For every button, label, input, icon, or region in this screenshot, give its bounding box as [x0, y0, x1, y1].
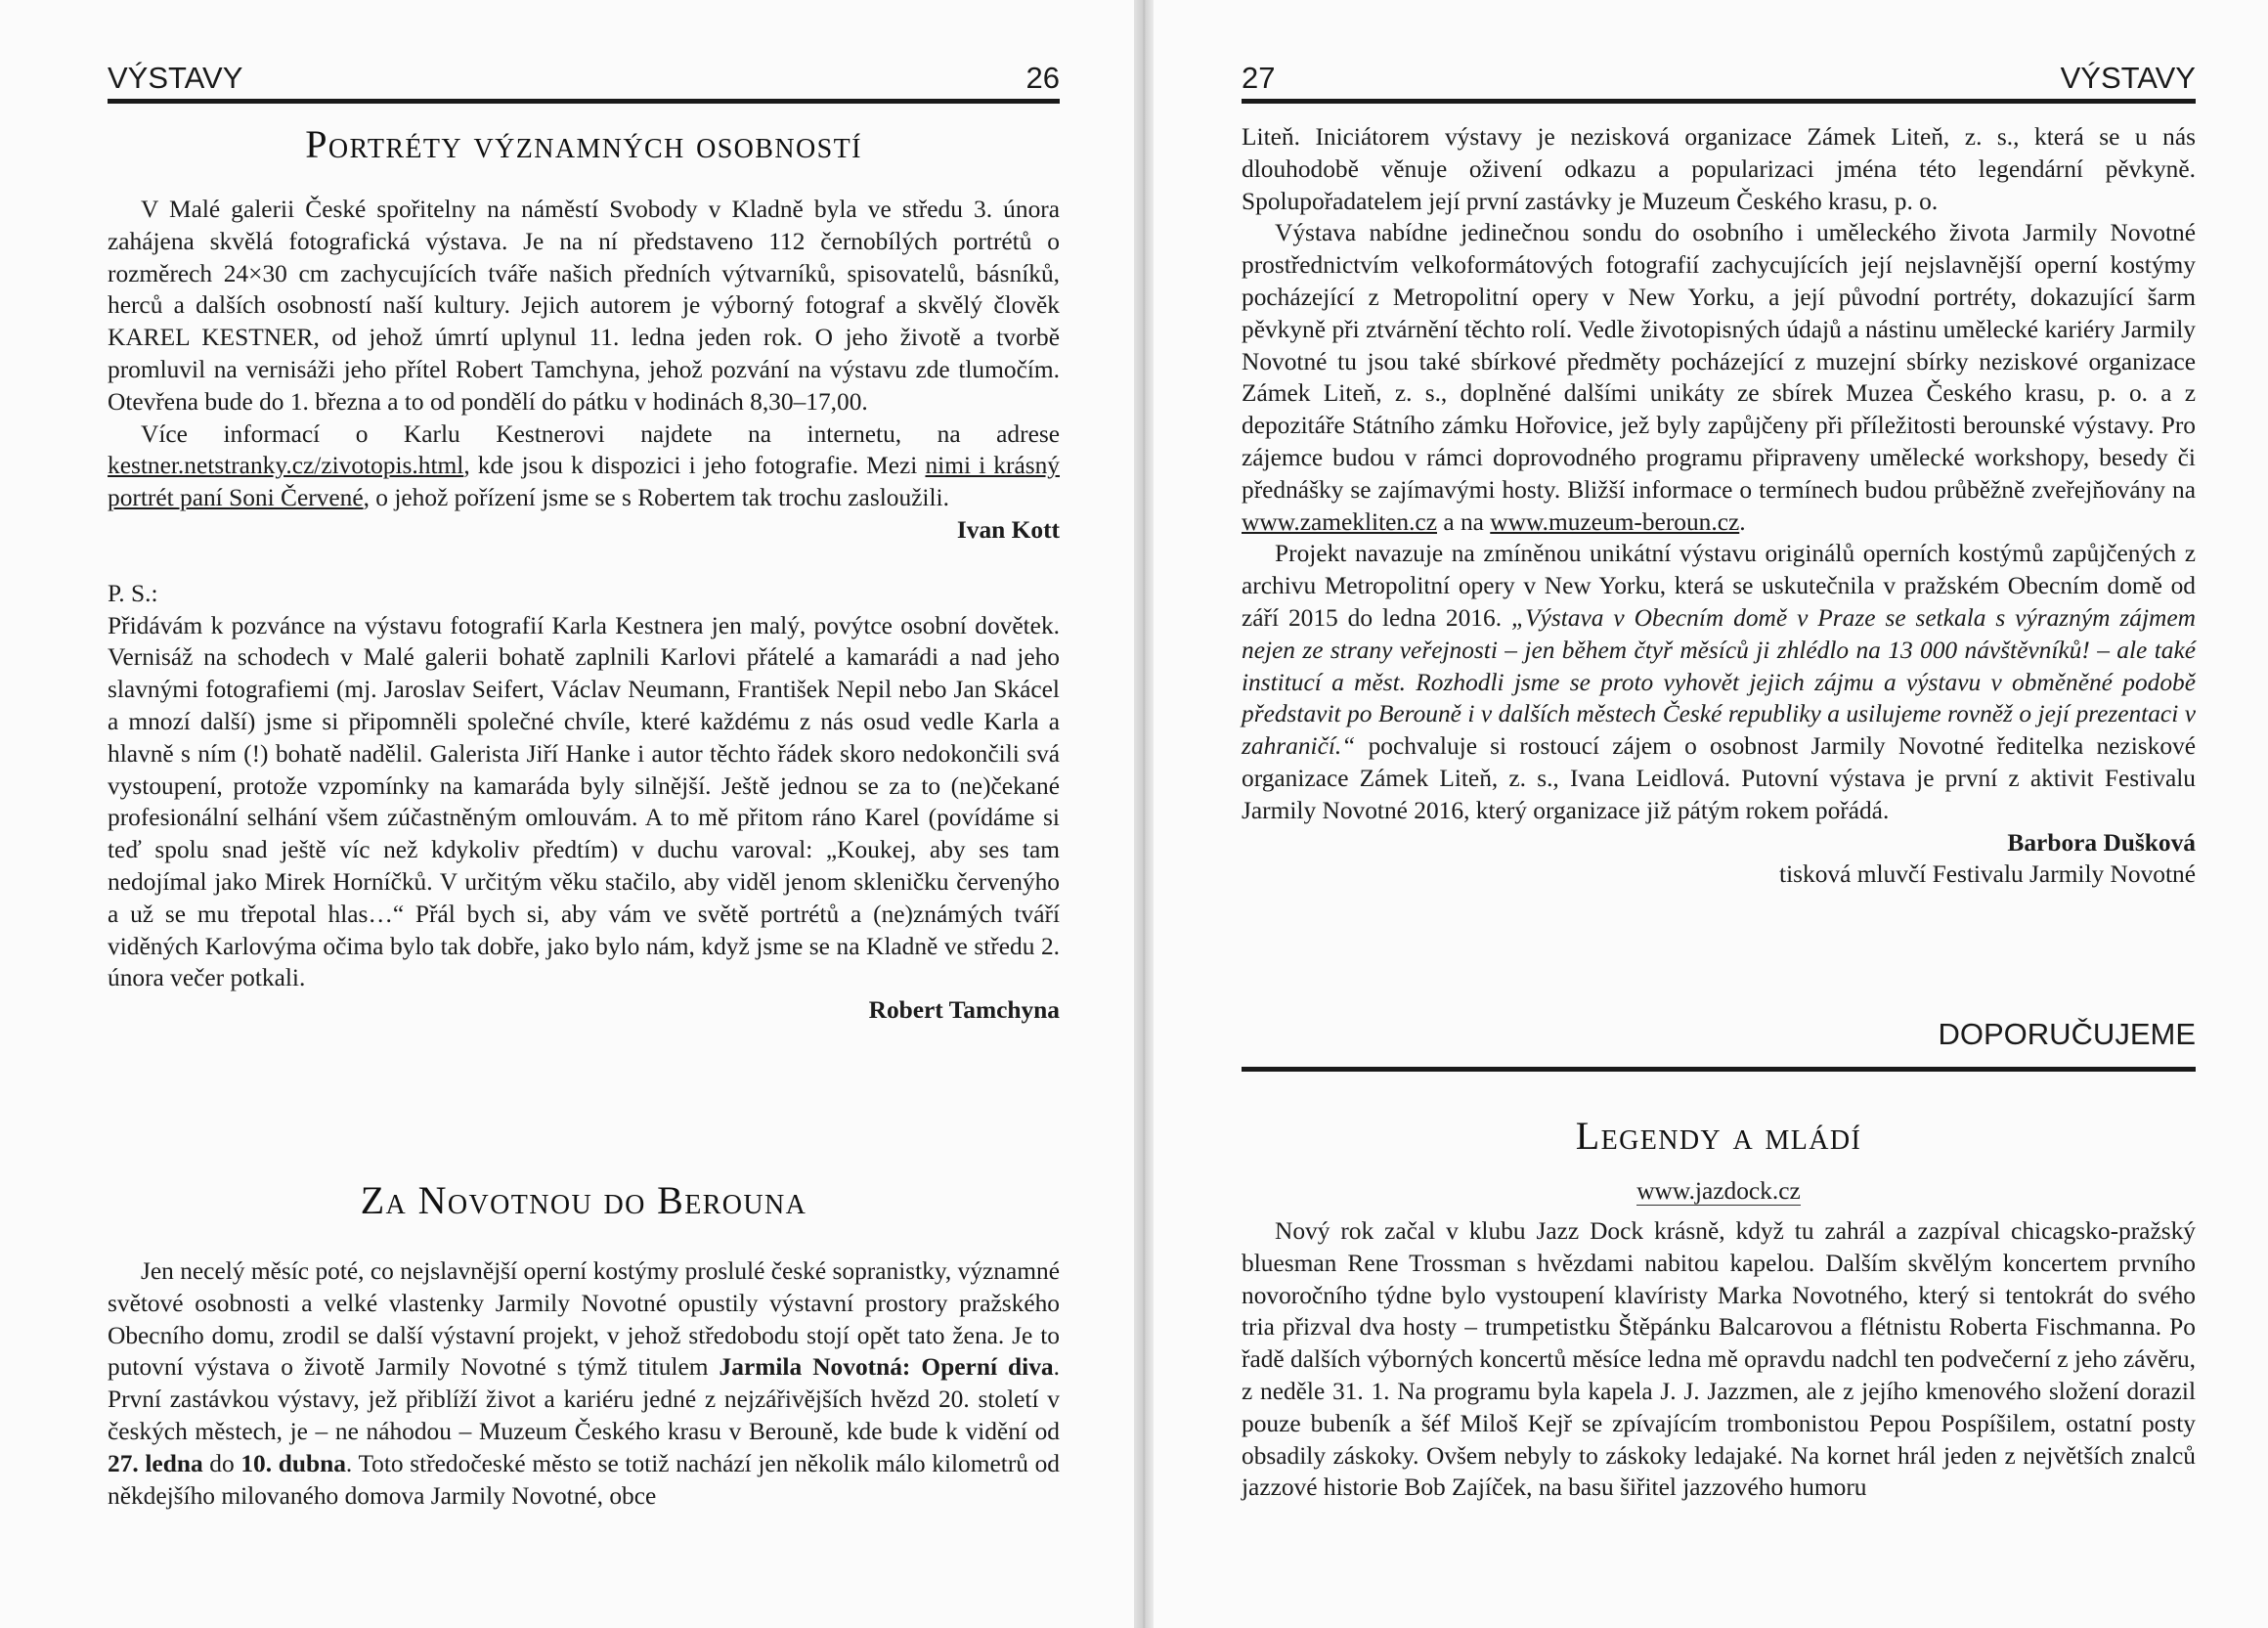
ps-paragraph: Přidávám k pozvánce na výstavu fotografií Karla Kestnera jen malý, povýtce osobní dovětek. Vernisáž na schodech v Malé galerii bohatě zaplnili Karlovi přátelé a kamarádi a nad jeho slavnými fotografiemi (mj. Jaroslav Seifert, Václav Neumann, František Nepil nebo Jan Skácel a mnozí další) jsme si připomněli společné chvíle, které každému z nás osud vedle Karla a hlavně s ním (!) bohatě nadělil. Galerista Jiří Hanke i autor těchto řádek skoro nedokončili svá vystoupení, protože vzpomínky na kamaráda byly silnější. Ještě jednou se za to (ne)čekané profesionální selhání všem zúčastněným omlouvám. A to mě přitom ráno Karel (povídáme si teď spolu snad ještě víc než kdykoliv předtím) v duchu varoval: „Koukej, aby ses tam nedojímal jako Mirek Horníčků. V určitým věku stačilo, aby viděl jenom skleničku červenýho a už se mu třepotal hlas…“ Přál bych si, aby vám ve světě portrétů a (ne)známých tváří viděných Karlovýma očima bylo tak dobře, jako bylo nám, když jsme se na Kladně ve středu 2. února večer potkali. [108, 611, 1060, 992]
article-title: Legendy a mládí [1575, 1114, 1862, 1158]
article-paragraph [1242, 538, 2196, 826]
paragraph-text: . Toto středočeské město se totiž nachází jen několik málo kilometrů od někdejšího milovaného domova Jarmily Novotné, obce [108, 1449, 1061, 1510]
start-date: 27. ledna [108, 1449, 203, 1477]
article-continuation [1242, 121, 2196, 891]
article-title: Za Novotnou do Berouna [360, 1178, 807, 1222]
zamekliten-link[interactable]: www.zamekliten.cz [1242, 507, 1437, 536]
section-title: VÝSTAVY [108, 61, 243, 95]
article-title: Portréty významných osobností [305, 122, 862, 166]
article-paragraph [1242, 217, 2196, 538]
ps-label: P. S.: [108, 579, 158, 607]
author-signature: Ivan Kott [956, 515, 1060, 544]
article-legendy [1242, 1114, 2196, 1504]
url-text[interactable]: www.jazdock.cz [1636, 1177, 1801, 1205]
quote-text: „Výstava v Obecním domě v Praze se setkala s výrazným zájmem nejen ze strany veřejnosti – jen během čtyř měsíců ji zhlédlo na 13 000 návštěvníků! – ale také institucí a měst. Rozhodli jsme se proto vyhovět jejich zájmu a výstavu v obměněné podobě představit po Berouně i v dalších městech České republiky a usilujeme rovněž o její prezentaci v zahraničí.“ [1242, 603, 2196, 761]
header-rule [1242, 99, 2196, 104]
paragraph-text: a na [1436, 507, 1491, 536]
author-role: tisková mluvčí Festivalu Jarmily Novotné [1779, 860, 2196, 889]
article-paragraph: Nový rok začal v klubu Jazz Dock krásně, když tu zahrál a zazpíval chicagsko-pražský bluesman Rene Trossman s hvězdami nabitou kapelou. Dalším skvělým koncertem prvního novoročního týdne bylo vystoupení klavíristy Marka Novotného, který si tentokrát do svého tria přizval dva hosty – trumpetistku Štěpánku Balcarovou a flétnistu Roberta Fischmanna. Po řadě dalších výborných koncertů měsíce ledna mě opravdu nadchl ten podvečerní z jeho závěru, z neděle 31. 1. Na programu byla kapela J. J. Jazzmen, ale z jejího kmenového složení dorazil pouze bubeník a šéf Miloš Kejř se zpívajícím trombonistou Pepou Pospíšilem, ostatní posty obsadily záskoky. Ovšem nebyly to záskoky ledajaké. Na kornet hrál jeden z největších znalců jazzové historie Bob Zajíček, na basu šiřitel jazzového humoru [1242, 1217, 2196, 1502]
book-gutter [1134, 0, 1154, 1628]
paragraph-text: Jen necelý měsíc poté, co nejslavnější operní kostýmy proslulé české sopranistky, významné světové osobnosti a velké vlastenky Jarmily Novotné opustily výstavní prostory pražského Obecního domu, zrodil se další výstavní projekt, v jehož středobodu stojí opět tato žena. Je to putovní výstava o životě Jarmily Novotné s týmž titulem [108, 1257, 1060, 1382]
left-running-head [108, 51, 1060, 100]
underlined-text: nimi i krásný portrét paní Soni Červené [108, 452, 1060, 512]
page-number: 27 [1242, 61, 1276, 95]
muzeum-beroun-link[interactable]: www.muzeum-beroun.cz [1490, 507, 1740, 536]
paragraph-text: , kde jsou k dispozici i jeho fotografie. Mezi [463, 452, 918, 480]
article-paragraph: Liteň. Iniciátorem výstavy je nezisková organizace Zámek Liteň, z. s., která se u nás dlouhodobě věnuje oživení odkazu a popularizaci jména této legendární pěvkyně. Spolupořadatelem její první zastávky je Muzeum Českého krasu, p. o. [1242, 123, 2196, 215]
author-signature: Robert Tamchyna [868, 996, 1060, 1025]
paragraph-text: Více informací o Karlu Kestnerovi najdete na internetu, na adrese [141, 419, 1060, 448]
right-running-head [1242, 51, 2196, 100]
author-signature: Barbora Dušková [2007, 828, 2196, 857]
right-page [1154, 0, 2268, 1628]
section-rule [1242, 1067, 2196, 1072]
article-paragraph [108, 1255, 1060, 1512]
paragraph-text: Výstava nabídne jedinečnou sondu do osobního i uměleckého života Jarmily Novotné prostřednictvím velkoformátových fotografií zachycujících její nejslavnější operní kostýmy pocházející z Metropolitní opery v New Yorku, a její původní portréty, dokazující šarm pěvkyně při ztvárnění těchto rolí. Vedle životopisných údajů a nástinu umělecké kariéry Jarmily Novotné tu jsou také sbírkové předměty pocházející z muzejní sbírky neziskové organizace Zámek Liteň, z. s., doplněné dalšími unikáty ze sbírek Muzea Českého krasu, p. o. a z depozitáře Státního zámku Hořovice, jež byly zapůjčeny při příležitosti berounské výstavy. Pro zájemce budou v rámci doprovodného programu připraveny umělecké workshopy, besedy či přednášky se zajímavými hosty. Bližší informace o termínech budou průběžně zveřejňovány na [1242, 219, 2196, 504]
kestner-link[interactable]: kestner.netstranky.cz/zivotopis.html [108, 452, 464, 480]
section-title: VÝSTAVY [2060, 61, 2196, 95]
jazzdock-url[interactable] [1242, 1177, 2196, 1206]
paragraph-text: . První zastávkou výstavy, jež přiblíží život a kariéru jedné z nejzářivějších hvězd 20. století v českých městech, je – ne náhodou – Muzeum Českého krasu v Berouně, kde bude k vidění od [108, 1353, 1060, 1445]
paragraph-text: Projekt navazuje na zmíněnou unikátní výstavu originálů operních kostýmů zapůjčených z archivu Metropolitní opery v New Yorku, která se uskutečnila v pražském Obecním domě od září 2015 do ledna 2016. [1242, 540, 2196, 632]
paragraph-text: . [1739, 507, 1746, 536]
article-za-novotnou [108, 1178, 1061, 1512]
page-number: 26 [1025, 61, 1060, 95]
article-paragraph [108, 418, 1060, 514]
paragraph-text: pochvaluje si rostoucí zájem o osobnost Jarmily Novotné ředitelka neziskové organizace Zámek Liteň, z. s., Ivana Leidlová. Putovní výstava je první z aktivit Festivalu Jarmily Novotné 2016, který organizace již pátým rokem pořádá. [1242, 732, 2196, 824]
end-date: 10. dubna [240, 1449, 346, 1477]
recommend-section-label: DOPORUČUJEME [1938, 1017, 2196, 1051]
paragraph-text: do [202, 1449, 241, 1477]
header-rule [108, 99, 1060, 104]
article-paragraph: V Malé galerii České spořitelny na náměstí Svobody v Kladně byla ve středu 3. února zahájena skvělá fotografická výstava. Je na ní představeno 112 černobílých portrétů o rozměrech 24×30 cm zachycujících tváře našich předních výtvarníků, spisovatelů, básníků, herců a dalších osobností naší kultury. Jejich autorem je výborný fotograf a skvělý člověk KAREL KESTNER, od jehož úmrtí uplynul 11. ledna jeden rok. O jeho životě a tvorbě promluvil na vernisáži jeho přítel Robert Tamchyna, jehož pozvání na výstavu zde tlumočím. Otevřena bude do 1. března a to od pondělí do pátku v hodinách 8,30–17,00. [108, 196, 1060, 416]
exhibition-title: Jarmila Novotná: Operní diva [719, 1353, 1054, 1382]
paragraph-text: , o jehož pořízení jsme se s Robertem tak trochu zasloužili. [363, 484, 949, 512]
article-portrety [108, 122, 1060, 1027]
